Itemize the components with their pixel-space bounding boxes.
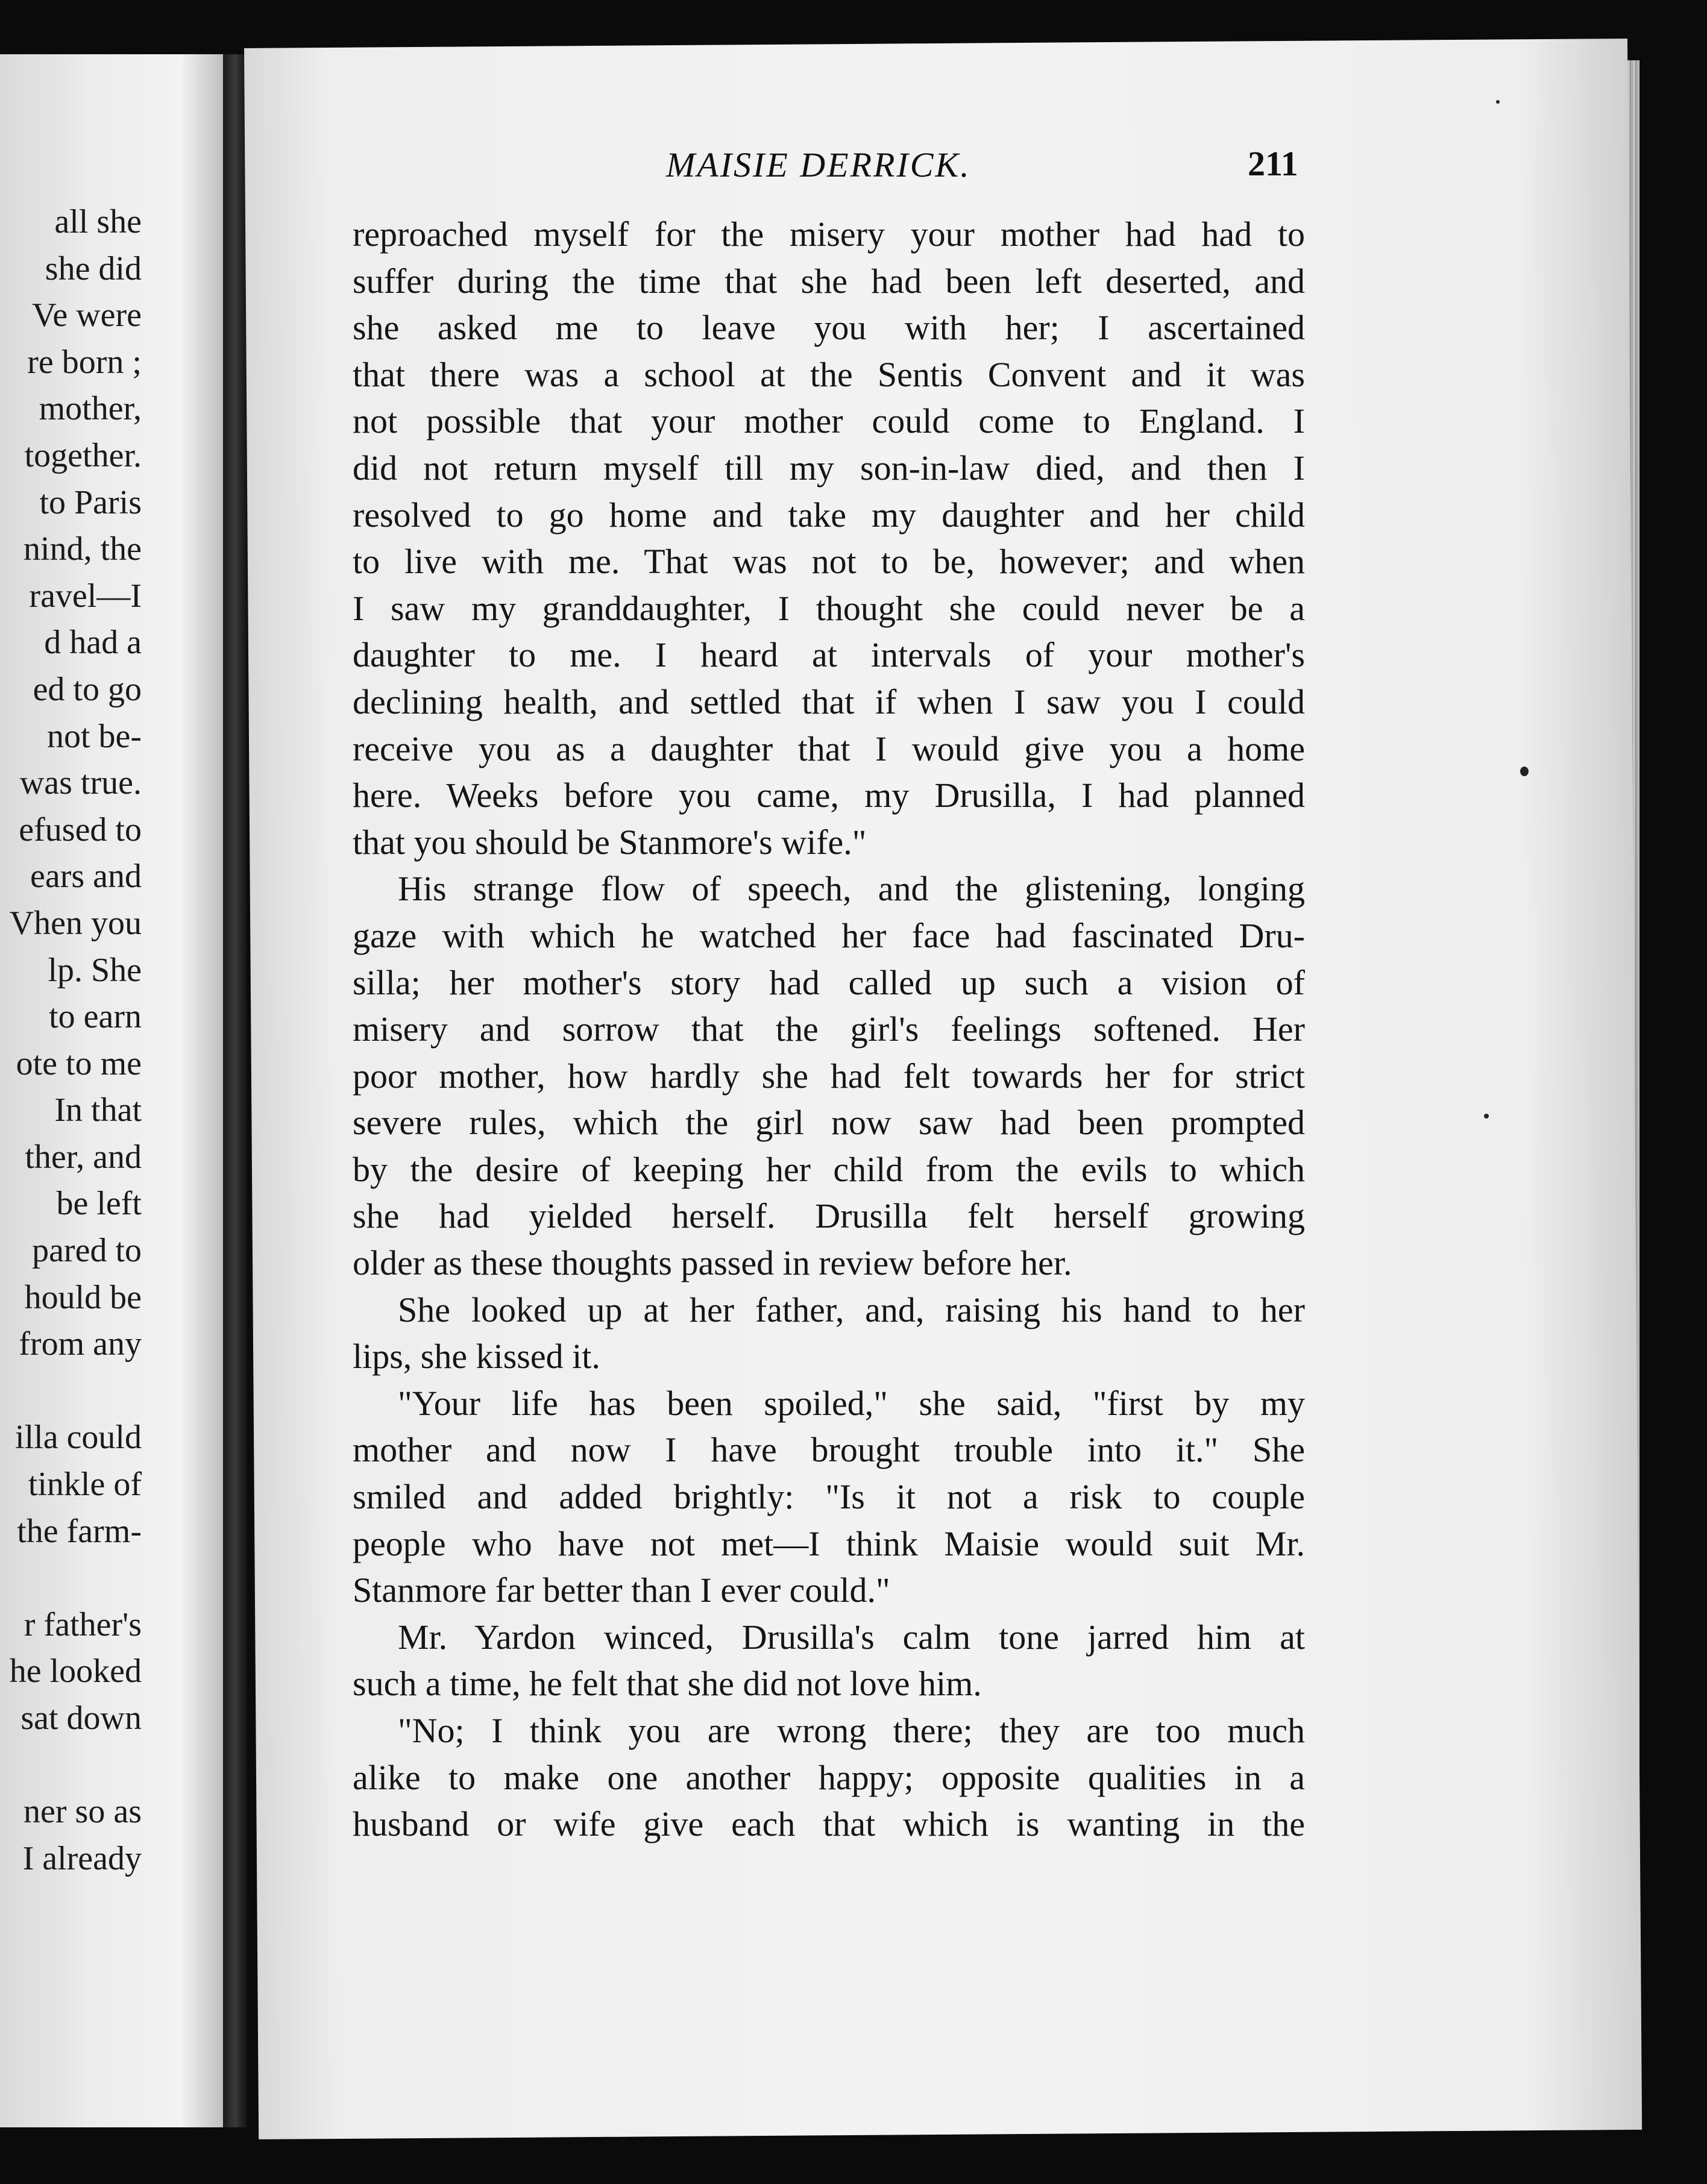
text-line: reproached myself for the misery your mother had had to [353, 215, 1305, 254]
left-line [0, 1742, 142, 1789]
left-line: from any [19, 1325, 142, 1363]
left-line: not be- [46, 717, 142, 755]
left-line: nind, the [24, 530, 142, 568]
left-line: lp. She [48, 951, 142, 989]
left-line: illa could [15, 1419, 142, 1457]
book-gutter [223, 54, 247, 2127]
text-line: alike to make one another happy; opposite qualities in a [353, 1757, 1305, 1797]
text-line: declining health, and settled that if when I saw you I could [353, 682, 1305, 721]
text-line: misery and sorrow that the girl's feelings softened. Her [353, 1009, 1305, 1049]
text-line: "No; I think you are wrong there; they are too much [398, 1711, 1305, 1750]
text-line: poor mother, how hardly she had felt towards her for strict [353, 1056, 1305, 1096]
left-line: hould be [24, 1278, 142, 1316]
left-line: to earn [49, 998, 142, 1036]
left-line: she did [45, 249, 142, 287]
left-line: sat down [20, 1699, 142, 1737]
text-line: mother and now I have brought trouble into it." She [353, 1430, 1305, 1470]
left-line: he looked [9, 1652, 142, 1690]
text-line: resolved to go home and take my daughter and her child [353, 495, 1305, 535]
text-line: gaze with which he watched her face had fascinated Dru- [353, 915, 1305, 955]
page-number: 211 [1248, 144, 1298, 183]
left-line: all she [54, 203, 142, 240]
left-line: Ve were [32, 297, 142, 334]
left-line: ote to me [16, 1044, 142, 1082]
text-line: daughter to me. I heard at intervals of your mother's [353, 635, 1305, 675]
text-line: I saw my granddaughter, I thought she could never be a [353, 588, 1305, 628]
left-line: pared to [32, 1232, 142, 1270]
left-line: d had a [44, 624, 142, 662]
text-line: Mr. Yardon winced, Drusilla's calm tone jarred him at [398, 1617, 1305, 1657]
text-line: here. Weeks before you came, my Drusilla, I had planned [353, 776, 1305, 815]
left-page-text [0, 199, 142, 1882]
left-line [0, 1555, 142, 1602]
text-line: Stanmore far better than I ever could." [353, 1571, 890, 1610]
left-line [0, 1368, 142, 1415]
left-line: tinkle of [28, 1466, 142, 1504]
text-line: she had yielded herself. Drusilla felt herself growing [353, 1196, 1305, 1236]
left-line: ravel—I [29, 577, 142, 615]
text-line: older as these thoughts passed in review before her. [353, 1243, 1072, 1283]
left-line: was true. [19, 764, 142, 802]
left-line: together. [24, 436, 142, 474]
text-line: husband or wife give each that which is wanting in the [353, 1804, 1305, 1844]
left-line: be left [56, 1185, 142, 1223]
left-line: mother, [39, 390, 142, 428]
text-line: did not return myself till my son-in-law died, and then I [353, 448, 1305, 488]
text-line: smiled and added brightly: "Is it not a risk to couple [353, 1477, 1305, 1517]
left-line: ears and [30, 858, 142, 896]
dust-speck [1496, 100, 1500, 104]
text-line: lips, she kissed it. [353, 1337, 600, 1376]
dust-speck [1484, 1114, 1489, 1119]
left-line: ther, and [25, 1138, 142, 1176]
left-line: efused to [19, 811, 142, 849]
left-page [0, 54, 226, 2127]
text-line: suffer during the time that she had been left deserted, and [353, 261, 1305, 301]
left-line: ner so as [24, 1793, 142, 1831]
text-line: not possible that your mother could come to England. I [353, 401, 1305, 441]
left-line: I already [22, 1839, 142, 1877]
text-line: receive you as a daughter that I would give you a home [353, 729, 1305, 768]
text-line: by the desire of keeping her child from the evils to which [353, 1149, 1305, 1189]
text-line: silla; her mother's story had called up such a vision of [353, 962, 1305, 1002]
text-line: His strange flow of speech, and the glistening, longing [398, 869, 1305, 909]
left-line: to Paris [39, 483, 142, 521]
text-line: "Your life has been spoiled," she said, "first by my [398, 1383, 1305, 1423]
text-line: that you should be Stanmore's wife." [353, 822, 867, 862]
left-line: r father's [24, 1605, 142, 1643]
left-line: re born ; [27, 343, 142, 381]
dust-speck [1520, 767, 1529, 776]
text-line: severe rules, which the girl now saw had been prompted [353, 1103, 1305, 1143]
left-line: Vhen you [9, 904, 142, 942]
left-line: ed to go [33, 670, 142, 708]
text-line: such a time, he felt that she did not love him. [353, 1664, 982, 1704]
running-head: MAISIE DERRICK. [666, 145, 971, 184]
text-line: to live with me. That was not to be, however; and when [353, 542, 1305, 582]
text-line: she asked me to leave you with her; I ascertained [353, 308, 1305, 348]
text-line: that there was a school at the Sentis Convent and it was [353, 354, 1305, 394]
body-text [353, 211, 1305, 1848]
text-line: people who have not met—I think Maisie would suit Mr. [353, 1523, 1305, 1563]
text-line: She looked up at her father, and, raising his hand to her [398, 1290, 1305, 1329]
left-line: the farm- [17, 1512, 142, 1550]
left-line: In that [54, 1091, 142, 1129]
